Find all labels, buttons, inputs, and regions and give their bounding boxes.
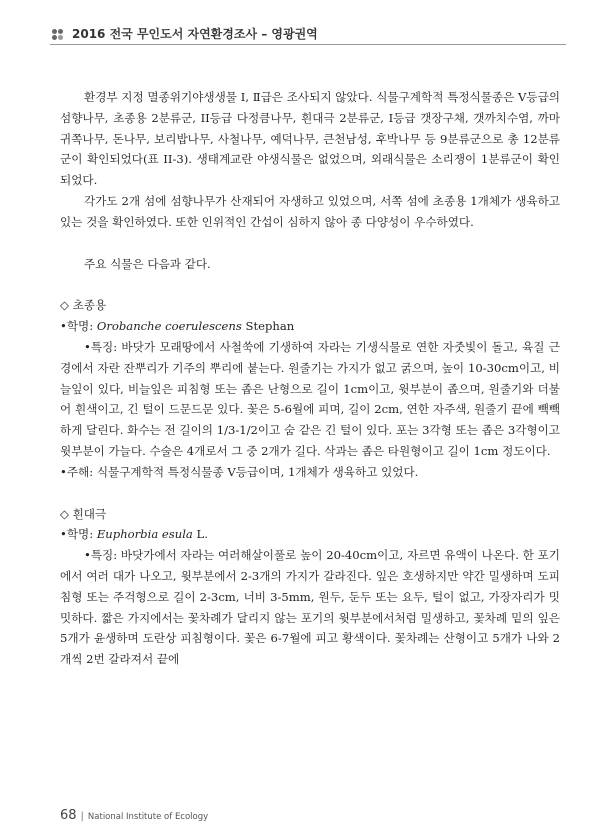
page-number: 68 bbox=[60, 808, 77, 823]
paragraph-3: 주요 식물은 다음과 같다. bbox=[84, 256, 211, 271]
species-heading-2: ◇ 흰대극 bbox=[60, 506, 107, 521]
paragraph-1: 환경부 지정 멸종위기야생생물 Ⅰ, Ⅱ급은 조사되지 않았다. 식물구계학적 특정식물종은 V등급의 섬향나무, 초종용 2분류군, II등급 다정큼나무, 흰대극 2분류군, I등급 갯장구채, 갯까치수염, 까마귀쪽나무, 돈나무, 보리밥나무, 사철나무, 예덕나무, 큰천남성, 후박나무 등 9분류군으로 총 12분류군이 확인되었다(표 II-3). 생태계교란 야생식물은 없었으며, 외래식물은 소리쟁이 1분류군이 확인되었다. bbox=[60, 90, 560, 188]
species-feature-1: •특징: 바닷가 모래땅에서 사철쑥에 기생하여 자라는 기생식물로 연한 자줏빛이 돌고, 육질 근경에서 자란 잔뿌리가 기주의 뿌리에 붙는다. 원줄기는 가지가 없고 굵으며, 높이 10-30cm이고, 비늘잎이 있다, 비늘잎은 피침형 또는 좁은 난형으로 길이 1cm이고, 윗부분이 좁으며, 원줄기와 더불어 흰색이고, 긴 털이 드문드문 있다. 꽃은 5-6월에 피며, 길이 2cm, 연한 자주색, 원줄기 끝에 빽빽하게 달린다. 화수는 전 길이의 1/3-1/2이고 숨 같은 긴 털이 있다. 포는 3각형 또는 좁은 3각형이고 윗부분이 가늘다. 수술은 4개로서 그 중 2개가 길다. 삭과는 좁은 타원형이고 길이 1cm 정도이다. bbox=[60, 339, 560, 458]
header-dots-icon bbox=[52, 29, 70, 41]
paragraph-2: 각가도 2개 섬에 섬향나무가 산재되어 자생하고 있었으며, 서쪽 섬에 초종용 1개체가 생육하고 있는 것을 확인하였다. 또한 인위적인 간섭이 심하지 않아 종 다양성이 우수하였다. bbox=[60, 193, 560, 229]
page-body bbox=[60, 87, 560, 670]
page-footer bbox=[60, 804, 208, 823]
footer-separator: | bbox=[80, 811, 84, 822]
species-note-1: •주해: 식물구계학적 특정식물종 V등급이며, 1개체가 생육하고 있었다. bbox=[60, 464, 419, 479]
footer-organization: National Institute of Ecology bbox=[87, 812, 209, 822]
species-heading-1: ◇ 초종용 bbox=[60, 298, 107, 313]
species-sciname-2: •학명: Euphorbia esula L. bbox=[60, 527, 208, 542]
header-rule bbox=[50, 44, 566, 45]
header-title: 2016 전국 무인도서 자연환경조사 – 영광권역 bbox=[72, 27, 318, 41]
species-feature-2: •특징: 바닷가에서 자라는 여러해살이풀로 높이 20-40cm이고, 자르면 유액이 나온다. 한 포기에서 여러 대가 나오고, 윗부분에서 2-3개의 가지가 갈라진다. 잎은 호생하지만 약간 밀생하며 도피침형 또는 주걱형으로 길이 2-3cm, 너비 3-5mm, 원두, 둔두 또는 요두, 털이 없고, 가장자리가 밋밋하다. 짧은 가지에서는 꽃차례가 달리지 않는 포기의 윗부분에서처럼 밀생하고, 꽃차례 밑의 잎은 5개가 윤생하며 도란상 피침형이다. 꽃은 6-7월에 피고 황색이다. 꽃차례는 산형이고 5개가 나와 2개씩 2번 갈라져서 끝에 bbox=[60, 548, 560, 667]
page-header bbox=[0, 0, 616, 48]
species-sciname-1: •학명: Orobanche coerulescens Stephan bbox=[60, 319, 295, 334]
